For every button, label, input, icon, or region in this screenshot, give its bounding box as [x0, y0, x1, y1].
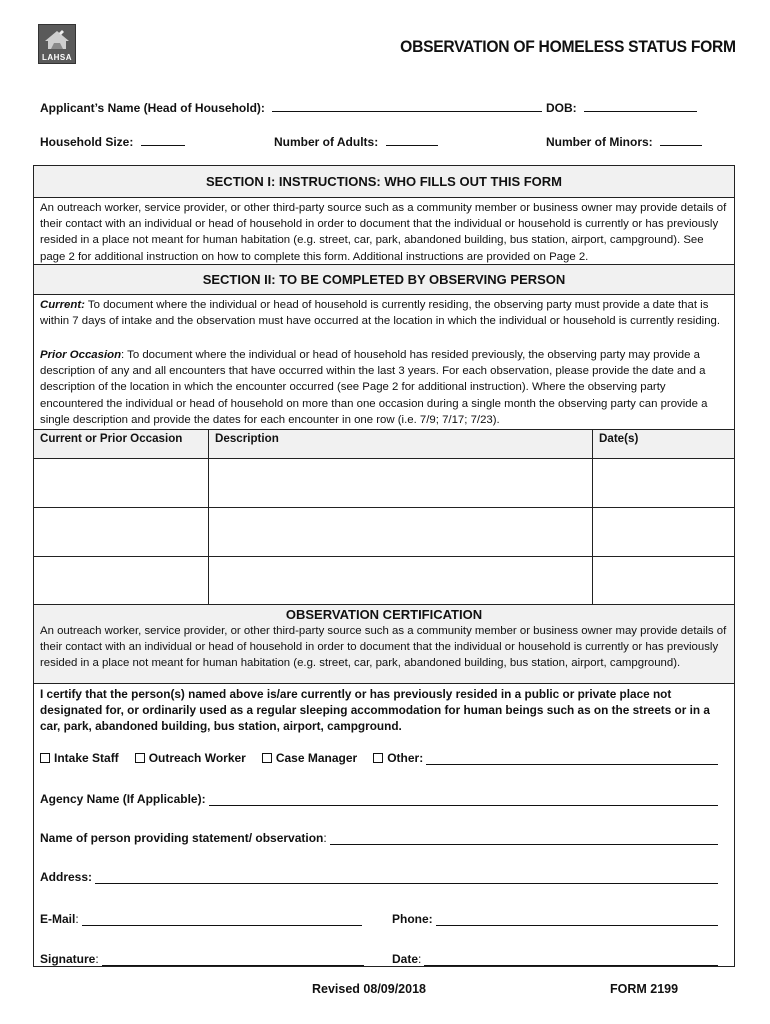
- address-blank[interactable]: [95, 872, 718, 884]
- date-colon: :: [418, 952, 422, 966]
- phone-field[interactable]: [392, 912, 718, 926]
- column-header-occasion: Current or Prior Occasion: [40, 432, 183, 445]
- certification-statement: I certify that the person(s) named above is/are currently or has previously resided in a public or private place not designated for, or ordinarily used as a regular sleeping accommodation for human beings such as on the streets or in a car, park, abandoned building, bus station, airport, campground.: [40, 687, 710, 734]
- signature-field[interactable]: [40, 952, 364, 966]
- prior-label: Prior Occasion: [40, 349, 122, 361]
- certification-heading: OBSERVATION CERTIFICATION: [285, 607, 483, 622]
- date-field[interactable]: [392, 952, 718, 966]
- table-row-1-description-cell[interactable]: [209, 459, 592, 507]
- certification-text: An outreach worker, service provider, or other third-party source such as a community member or business owner may provide details of their contact with an individual or head of household in order to document that the individual or household is currently or has previously resided in a place not meant for human habitation (e.g. street, car, park, abandoned building, bus station, airport, campground).: [40, 625, 727, 670]
- prior-paragraph: [40, 347, 728, 428]
- other-blank[interactable]: [426, 753, 718, 765]
- dob-field[interactable]: [546, 100, 697, 115]
- section1-heading: SECTION I: INSTRUCTIONS: WHO FILLS OUT THIS FORM: [34, 166, 734, 198]
- agency-name-blank[interactable]: [209, 794, 718, 806]
- logo-house-icon: [42, 27, 72, 53]
- current-paragraph: [40, 297, 728, 329]
- email-colon: :: [75, 912, 79, 926]
- adults-label: Number of Adults:: [274, 135, 379, 149]
- phone-blank[interactable]: [436, 914, 718, 926]
- table-row-2-occasion-cell[interactable]: [34, 508, 208, 556]
- adults-blank[interactable]: [386, 134, 438, 146]
- logo-text: LAHSA: [41, 53, 73, 62]
- intake-staff-label: Intake Staff: [54, 751, 119, 765]
- column-header-description: Description: [215, 432, 279, 445]
- minors-blank[interactable]: [660, 134, 702, 146]
- table-row-1-dates-cell[interactable]: [593, 459, 734, 507]
- section2-heading: SECTION II: TO BE COMPLETED BY OBSERVING PERSON: [34, 265, 734, 295]
- role-checkbox-row: [40, 751, 718, 765]
- household-size-blank[interactable]: [141, 134, 185, 146]
- table-row-3-occasion-cell[interactable]: [34, 557, 208, 604]
- adults-field[interactable]: [274, 134, 438, 149]
- case-manager-label: Case Manager: [275, 751, 358, 765]
- table-row-3-description-cell[interactable]: [209, 557, 592, 604]
- lahsa-logo: [38, 24, 76, 64]
- case-manager-checkbox[interactable]: [262, 751, 357, 765]
- applicant-name-blank[interactable]: [272, 100, 542, 112]
- other-checkbox[interactable]: [373, 751, 423, 765]
- table-row-2-dates-cell[interactable]: [593, 508, 734, 556]
- email-blank[interactable]: [82, 914, 362, 926]
- observer-name-field[interactable]: [40, 831, 718, 845]
- prior-text: : To document where the individual or head of household has resided previously, the observing party may provide a description of any and all encounters that have occurred within the last 3 years. For each observation, please provide the date and a description of the location in which the encounter occurred (see Page 2 for additional instruction). Where the observing party encountered the individual or head of household on more than one occasion during a single month the observing party can provide a single description and provide the dates for each encounter in one row (i.e. 7/9; 7/17; 7/23).: [40, 349, 708, 426]
- date-blank[interactable]: [424, 954, 718, 966]
- current-text: To document where the individual or head of household is currently residing, the observing party must provide a date that is within 7 days of intake and the observation must have occurred at the location in which the individual or household is currently residing.: [40, 299, 721, 328]
- checkbox-box[interactable]: [135, 753, 145, 763]
- observer-name-blank[interactable]: [330, 833, 718, 845]
- email-field[interactable]: [40, 912, 362, 926]
- form-frame: [33, 165, 735, 967]
- dob-blank[interactable]: [584, 100, 697, 112]
- divider: [34, 683, 734, 684]
- revised-date: Revised 08/09/2018: [312, 982, 426, 996]
- other-label: Other:: [387, 751, 424, 765]
- section1-text: An outreach worker, service provider, or other third-party source such as a community member or business owner may provide details of their contact with an individual or head of household in order to document that the individual or household is currently or has previously resided in a place not meant for human habitation (e.g. street, car, park, abandoned building, bus station, airport, campground). See page 2 for additional instruction on how to complete this form. Additional instructions are provided on Page 2.: [40, 202, 727, 263]
- household-size-label: Household Size:: [40, 135, 134, 149]
- minors-label: Number of Minors:: [546, 135, 653, 149]
- observer-name-colon: :: [323, 831, 327, 845]
- table-row-1-occasion-cell[interactable]: [34, 459, 208, 507]
- table-row-2-description-cell[interactable]: [209, 508, 592, 556]
- applicant-name-field[interactable]: [40, 100, 542, 115]
- signature-blank[interactable]: [102, 954, 364, 966]
- form-number: FORM 2199: [610, 982, 679, 996]
- observer-name-label: Name of person providing statement/ observation: [40, 831, 324, 845]
- column-header-dates: Date(s): [599, 432, 639, 445]
- outreach-worker-label: Outreach Worker: [148, 751, 246, 765]
- address-label: Address:: [40, 870, 93, 884]
- date-label: Date: [392, 952, 419, 966]
- agency-name-field[interactable]: [40, 792, 718, 806]
- agency-name-label: Agency Name (If Applicable):: [40, 792, 206, 806]
- address-field[interactable]: [40, 870, 718, 884]
- checkbox-box[interactable]: [40, 753, 50, 763]
- dob-label: DOB:: [546, 101, 577, 115]
- minors-field[interactable]: [546, 134, 702, 149]
- phone-label: Phone:: [392, 912, 433, 926]
- household-size-field[interactable]: [40, 134, 185, 149]
- current-label: Current:: [40, 299, 85, 311]
- applicant-name-label: Applicant’s Name (Head of Household):: [40, 101, 265, 115]
- table-row-3-dates-cell[interactable]: [593, 557, 734, 604]
- divider: [34, 429, 734, 430]
- column-divider: [592, 429, 593, 604]
- email-label: E-Mail: [40, 912, 76, 926]
- column-divider: [208, 429, 209, 604]
- signature-label: Signature: [40, 952, 96, 966]
- outreach-worker-checkbox[interactable]: [135, 751, 246, 765]
- signature-colon: :: [95, 952, 99, 966]
- intake-staff-checkbox[interactable]: [40, 751, 119, 765]
- checkbox-box[interactable]: [262, 753, 272, 763]
- checkbox-box[interactable]: [373, 753, 383, 763]
- form-title: OBSERVATION OF HOMELESS STATUS FORM: [400, 37, 736, 56]
